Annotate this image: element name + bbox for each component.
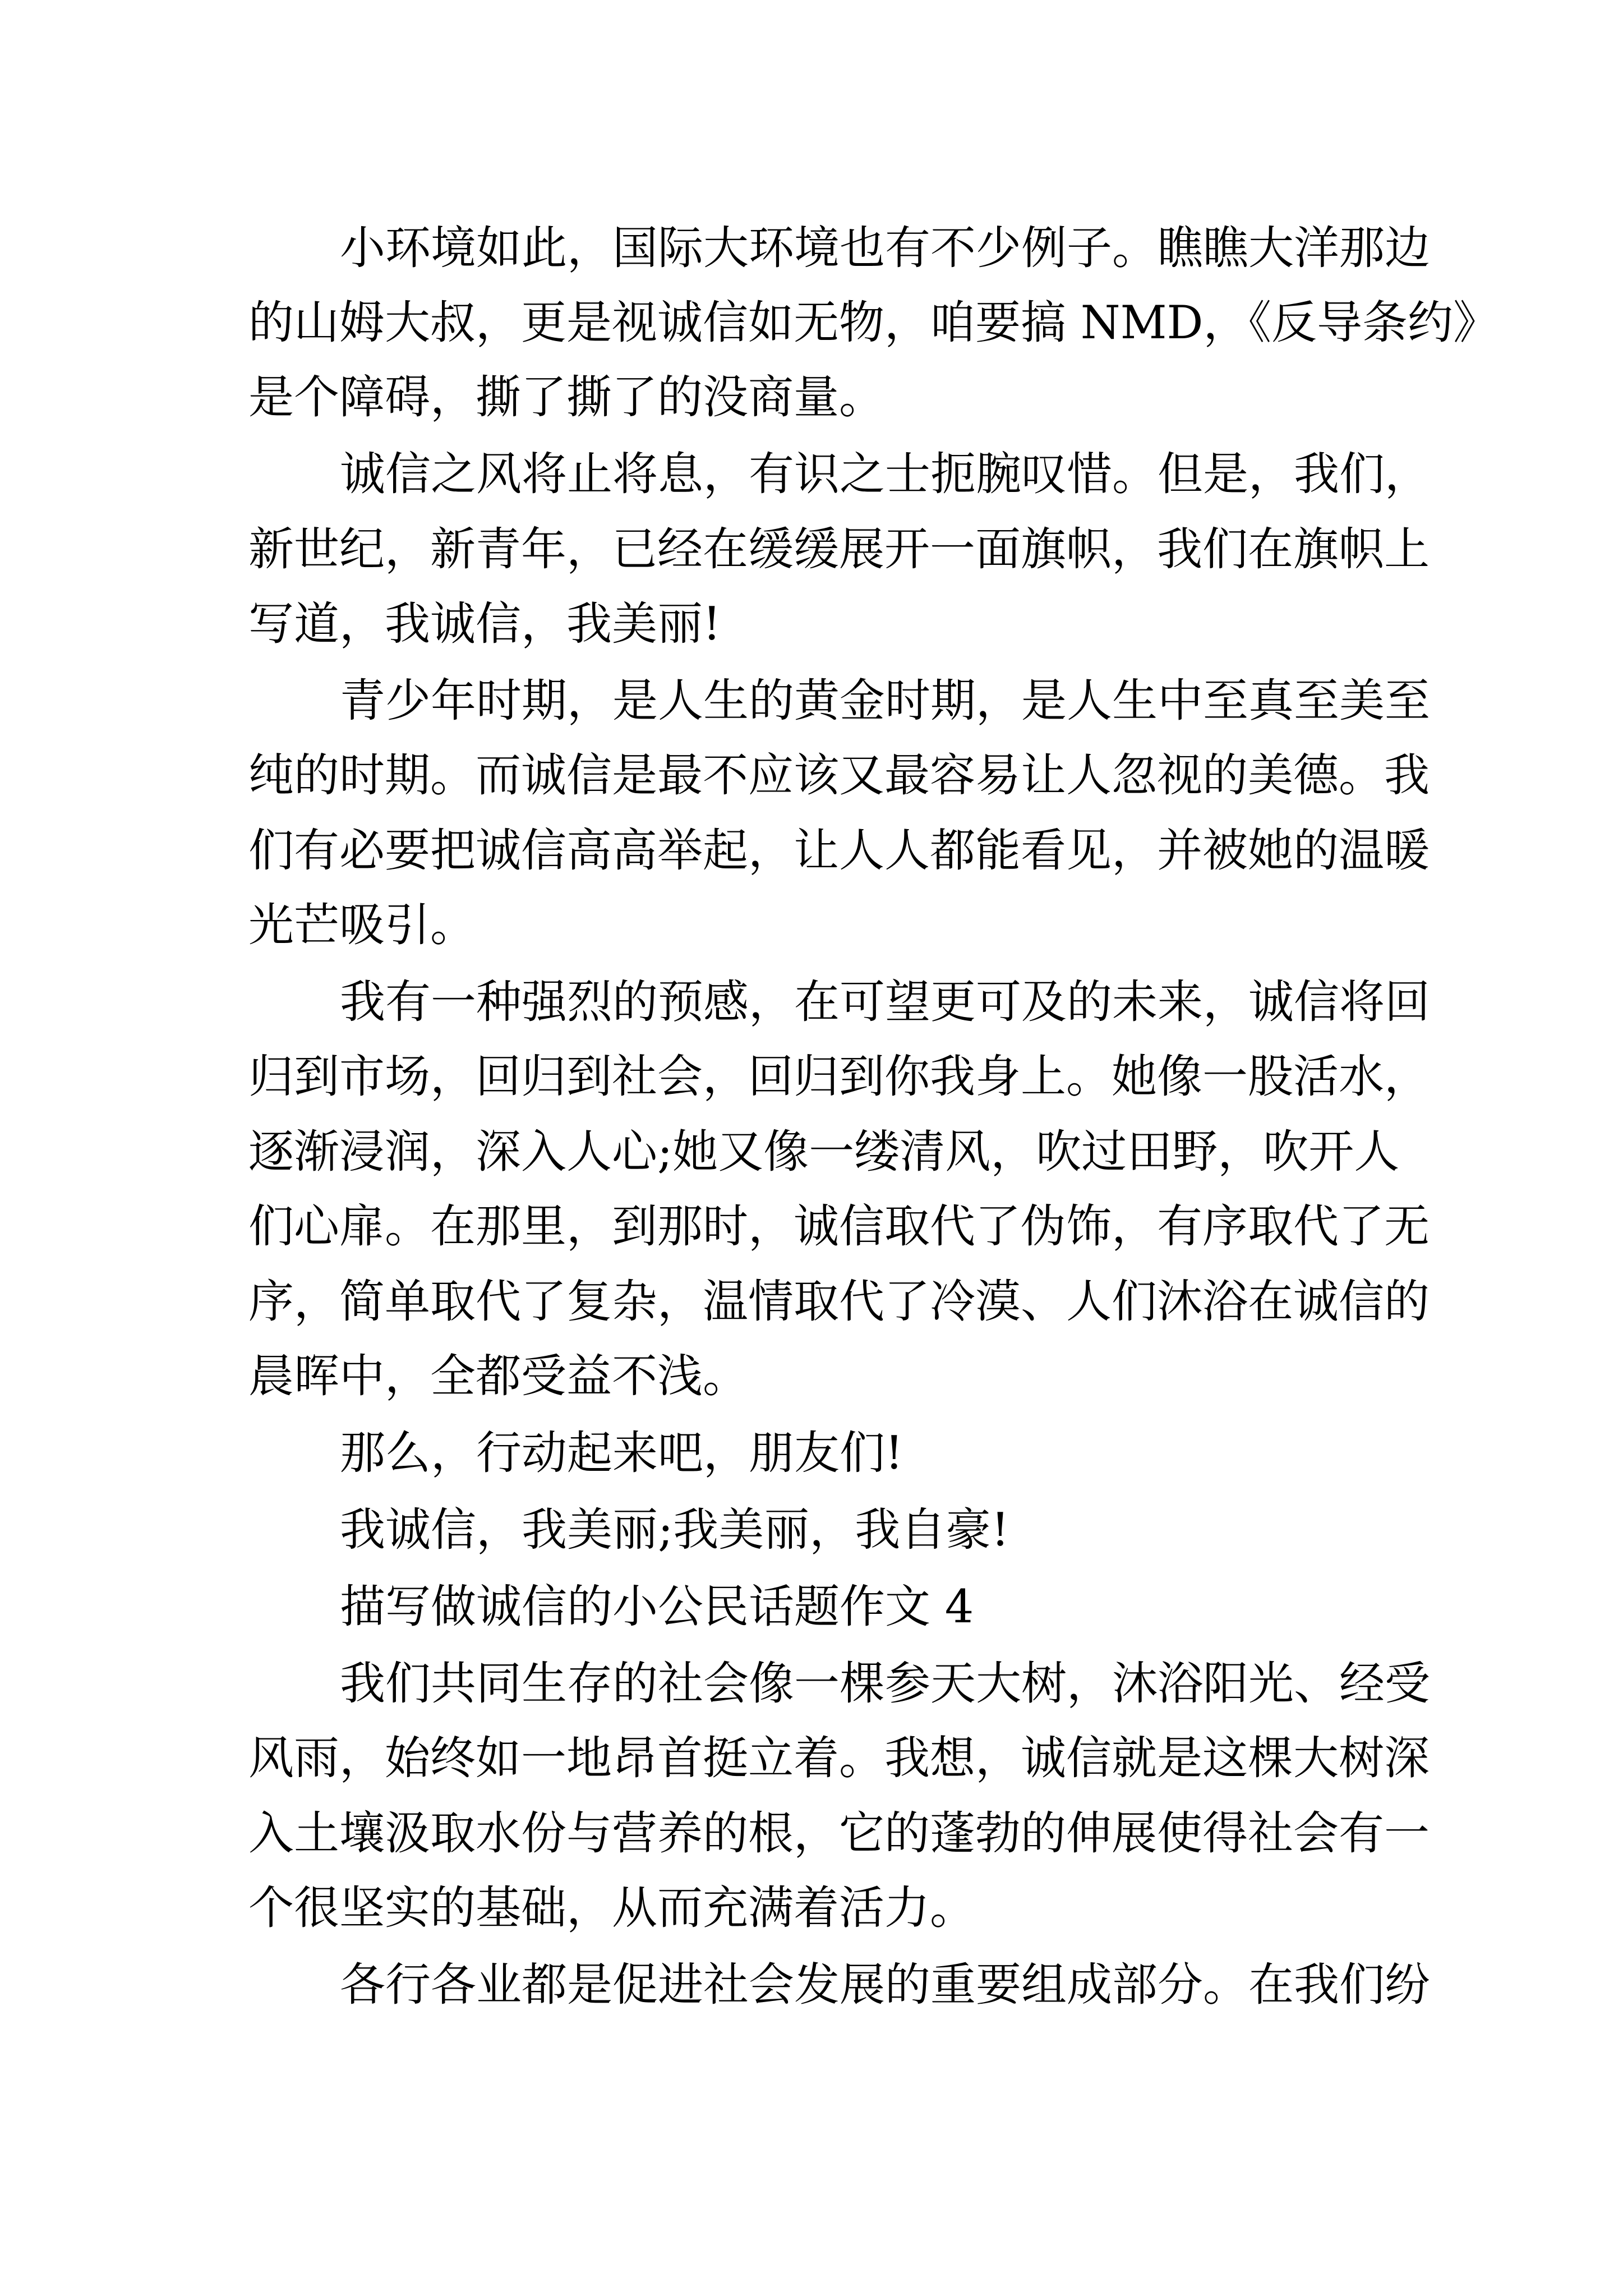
text-line: 序，简单取代了复杂，温情取代了冷漠、人们沐浴在诚信的 — [248, 1276, 1430, 1328]
text-line: 写道，我诚信，我美丽! — [248, 598, 721, 651]
text-line: 小环境如此，国际大环境也有不少例子。瞧瞧大洋那边 — [340, 222, 1431, 275]
text-line: 风雨，始终如一地昂首挺立着。我想，诚信就是这棵大树深 — [248, 1732, 1430, 1785]
text-line: 那么，行动起来吧，朋友们! — [340, 1427, 903, 1480]
text-line: 个很坚实的基础，从而充满着活力。 — [248, 1882, 976, 1935]
text-line: 纯的时期。而诚信是最不应该又最容易让人忽视的美德。我 — [248, 749, 1430, 802]
text-line: 归到市场，回归到社会，回归到你我身上。她像一股活水， — [248, 1051, 1430, 1103]
text-line: 各行各业都是促进社会发展的重要组成部分。在我们纷 — [340, 1959, 1431, 2012]
text-line: 诚信之风将止将息，有识之士扼腕叹惜。但是，我们， — [340, 448, 1431, 501]
text-line: 的山姆大叔，更是视诚信如无物，咱要搞 NMD，《反导条约》 — [248, 297, 1499, 349]
text-line: 我们共同生存的社会像一棵参天大树，沐浴阳光、经受 — [340, 1658, 1431, 1710]
text-line: 逐渐浸润，深入人心;她又像一缕清风，吹过田野，吹开人 — [248, 1126, 1400, 1179]
text-line: 青少年时期，是人生的黄金时期，是人生中至真至美至 — [340, 675, 1431, 728]
text-line: 是个障碍，撕了撕了的没商量。 — [248, 371, 885, 424]
text-line: 新世纪，新青年，已经在缓缓展开一面旗帜，我们在旗帜上 — [248, 523, 1430, 576]
text-line: 光芒吸引。 — [248, 899, 476, 952]
text-line: 我有一种强烈的预感，在可望更可及的未来，诚信将回 — [340, 976, 1431, 1029]
text-line: 我诚信，我美丽;我美丽，我自豪! — [340, 1504, 1009, 1557]
text-line: 们有必要把诚信高高举起，让人人都能看见，并被她的温暖 — [248, 825, 1430, 877]
text-line: 入土壤汲取水份与营养的根，它的蓬勃的伸展使得社会有一 — [248, 1807, 1430, 1860]
text-line: 晨晖中，全都受益不浅。 — [248, 1350, 749, 1403]
text-line: 们心扉。在那里，到那时，诚信取代了伪饰，有序取代了无 — [248, 1200, 1430, 1253]
text-line: 描写做诚信的小公民话题作文 4 — [340, 1581, 974, 1634]
